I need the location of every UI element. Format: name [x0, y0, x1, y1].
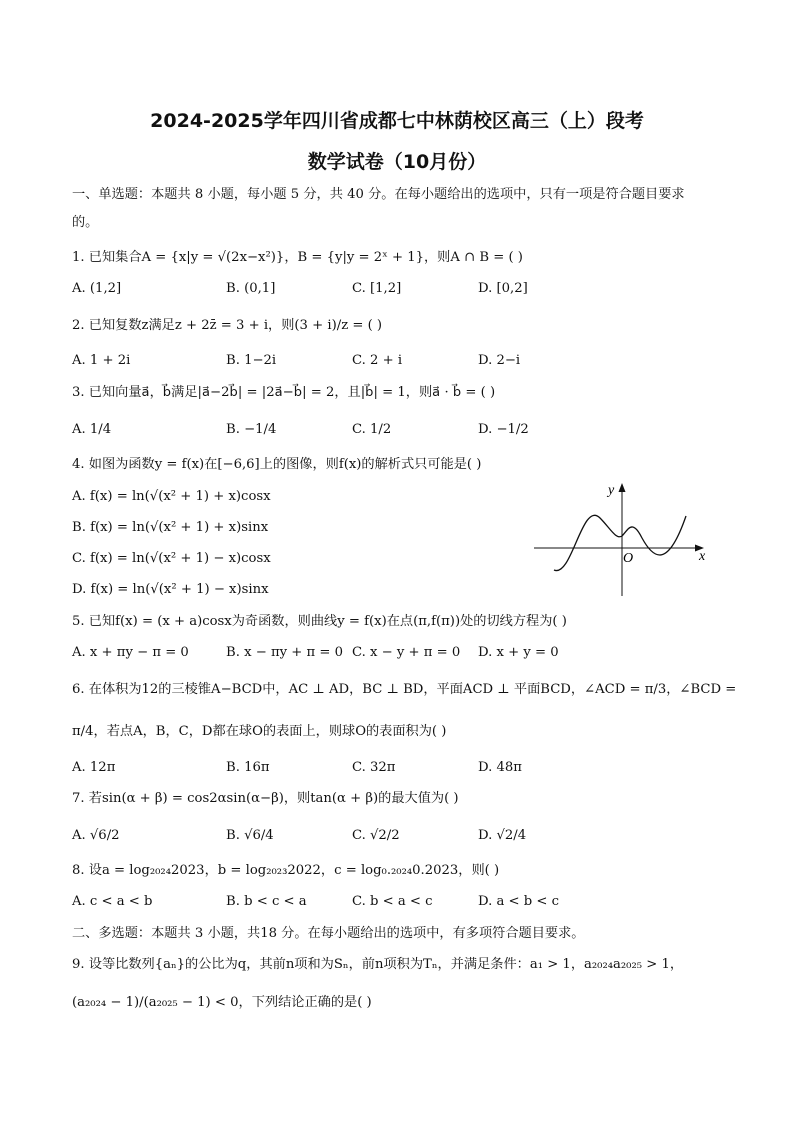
section1-heading: 一、单选题：本题共 8 小题，每小题 5 分，共 40 分。在每小题给出的选项中，只有一项是符合题目要求: [72, 187, 685, 202]
q5-option-a: A. x + πy − π = 0: [72, 645, 189, 660]
q1-option-b: B. (0,1]: [226, 281, 276, 296]
q7-stem: 7. 若sin(α + β) = cos2αsin(α−β)，则tan(α + β)的最大值为( ): [72, 791, 459, 806]
q3-option-a: A. 1/4: [72, 422, 112, 437]
x-axis-label: x: [699, 549, 706, 564]
section1-heading-cont: 的。: [72, 215, 99, 230]
q8-option-b: B. b < c < a: [226, 894, 307, 909]
q4-function-graph: [532, 478, 712, 598]
q6-option-a: A. 12π: [72, 760, 116, 775]
q7-option-d: D. √2/4: [478, 828, 527, 843]
q2-option-b: B. 1−2i: [226, 353, 277, 368]
q4-option-d: D. f(x) = ln(√(x² + 1) − x)sinx: [72, 582, 269, 597]
q5-option-b: B. x − πy + π = 0: [226, 645, 343, 660]
q2-option-d: D. 2−i: [478, 353, 521, 368]
exam-title: 2024-2025学年四川省成都七中林荫校区高三（上）段考: [150, 110, 644, 132]
q2-option-a: A. 1 + 2i: [72, 353, 131, 368]
section2-heading: 二、多选题：本题共 3 小题，共18 分。在每小题给出的选项中，有多项符合题目要求。: [72, 926, 585, 941]
q6-option-b: B. 16π: [226, 760, 270, 775]
q6-stem-line1: 6. 在体积为12的三棱锥A−BCD中，AC ⊥ AD，BC ⊥ BD，平面ACD ⊥ 平面BCD，∠ACD = π/3，∠BCD =: [72, 682, 737, 697]
q2-option-c: C. 2 + i: [352, 353, 403, 368]
q5-option-c: C. x − y + π = 0: [352, 645, 461, 660]
q3-option-b: B. −1/4: [226, 422, 277, 437]
q6-stem-line2: π/4，若点A，B，C，D都在球O的表面上，则球O的表面积为( ): [72, 724, 447, 739]
y-axis-arrow-icon: [619, 483, 626, 492]
function-curve: [554, 515, 686, 570]
q7-option-a: A. √6/2: [72, 828, 120, 843]
q5-option-d: D. x + y = 0: [478, 645, 559, 660]
q3-option-d: D. −1/2: [478, 422, 529, 437]
origin-label: O: [623, 551, 634, 566]
q6-option-c: C. 32π: [352, 760, 396, 775]
q1-option-c: C. [1,2]: [352, 281, 402, 296]
q8-stem: 8. 设a = log₂₀₂₄2023，b = log₂₀₂₃2022，c = log₀.₂₀₂₄0.2023，则( ): [72, 863, 500, 878]
q4-option-b: B. f(x) = ln(√(x² + 1) + x)sinx: [72, 520, 269, 535]
y-axis-label: y: [608, 483, 615, 498]
exam-subtitle: 数学试卷（10月份）: [307, 151, 487, 173]
q2-stem: 2. 已知复数z满足z + 2z̄ = 3 + i，则(3 + i)/z = ( ): [72, 318, 383, 333]
q8-option-c: C. b < a < c: [352, 894, 433, 909]
q8-option-a: A. c < a < b: [72, 894, 153, 909]
q4-stem: 4. 如图为函数y = f(x)在[−6,6]上的图像，则f(x)的解析式只可能是( ): [72, 457, 482, 472]
q9-stem-line2: (a₂₀₂₄ − 1)/(a₂₀₂₅ − 1) < 0，下列结论正确的是( ): [72, 995, 372, 1010]
q1-option-d: D. [0,2]: [478, 281, 528, 296]
q5-stem: 5. 已知f(x) = (x + a)cosx为奇函数，则曲线y = f(x)在点(π,f(π))处的切线方程为( ): [72, 614, 567, 629]
q8-option-d: D. a < b < c: [478, 894, 560, 909]
q6-option-d: D. 48π: [478, 760, 522, 775]
q7-option-c: C. √2/2: [352, 828, 400, 843]
q1-stem: 1. 已知集合A = {x|y = √(2x−x²)}，B = {y|y = 2ˣ + 1}，则A ∩ B = ( ): [72, 250, 523, 265]
q9-stem-line1: 9. 设等比数列{aₙ}的公比为q，其前n项和为Sₙ，前n项积为Tₙ，并满足条件：a₁ > 1，a₂₀₂₄a₂₀₂₅ > 1，: [72, 957, 684, 972]
q3-option-c: C. 1/2: [352, 422, 392, 437]
q3-stem: 3. 已知向量a⃗，b⃗满足|a⃗−2b⃗| = |2a⃗−b⃗| = 2，且|b⃗| = 1，则a⃗ · b⃗ = ( ): [72, 385, 496, 400]
q4-option-a: A. f(x) = ln(√(x² + 1) + x)cosx: [72, 489, 271, 504]
q4-option-c: C. f(x) = ln(√(x² + 1) − x)cosx: [72, 551, 271, 566]
q7-option-b: B. √6/4: [226, 828, 274, 843]
q1-option-a: A. (1,2]: [72, 281, 122, 296]
